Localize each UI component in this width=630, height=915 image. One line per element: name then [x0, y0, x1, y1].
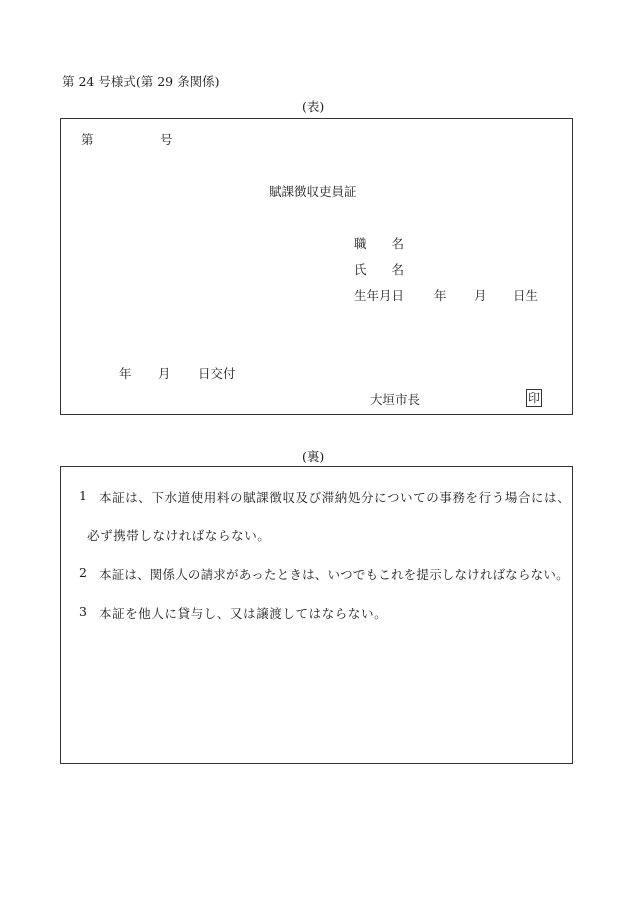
- birth-month-unit: 月: [474, 288, 487, 303]
- note-2-number: 2: [79, 565, 88, 580]
- back-card: [60, 466, 573, 764]
- name-label: 氏 名: [354, 262, 405, 277]
- note-2-text: 本証は、関係人の請求があったときは、いつでもこれを提示しなければならない。: [99, 567, 569, 582]
- back-heading: (裏): [302, 449, 325, 464]
- note-1-number: 1: [79, 488, 88, 503]
- position-label: 職 名: [354, 236, 405, 251]
- number-prefix: 第: [81, 132, 94, 147]
- note-3-number: 3: [79, 604, 88, 619]
- seal-mark: 印: [528, 391, 541, 405]
- number-suffix: 号: [160, 132, 173, 147]
- front-card: [60, 118, 573, 415]
- issue-month-unit: 月: [158, 366, 171, 381]
- card-title: 賦課徴収吏員証: [269, 184, 357, 199]
- front-heading: (表): [302, 99, 325, 114]
- issue-year-unit: 年: [119, 366, 132, 381]
- issue-day-unit: 日交付: [198, 366, 236, 381]
- note-1-text: 本証は、下水道使用料の賦課徴収及び滞納処分についての事務を行う場合には、: [99, 490, 571, 505]
- birth-year-unit: 年: [434, 288, 447, 303]
- note-1-continuation: 必ず携帯しなければならない。: [87, 528, 271, 543]
- note-3-text: 本証を他人に貸与し、又は譲渡してはならない。: [99, 606, 388, 621]
- birth-date-label: 生年月日: [354, 288, 405, 303]
- birth-day-unit: 日生: [513, 288, 539, 303]
- issuer-title: 大垣市長: [370, 392, 421, 407]
- form-title: 第 24 号様式(第 29 条関係): [62, 74, 220, 89]
